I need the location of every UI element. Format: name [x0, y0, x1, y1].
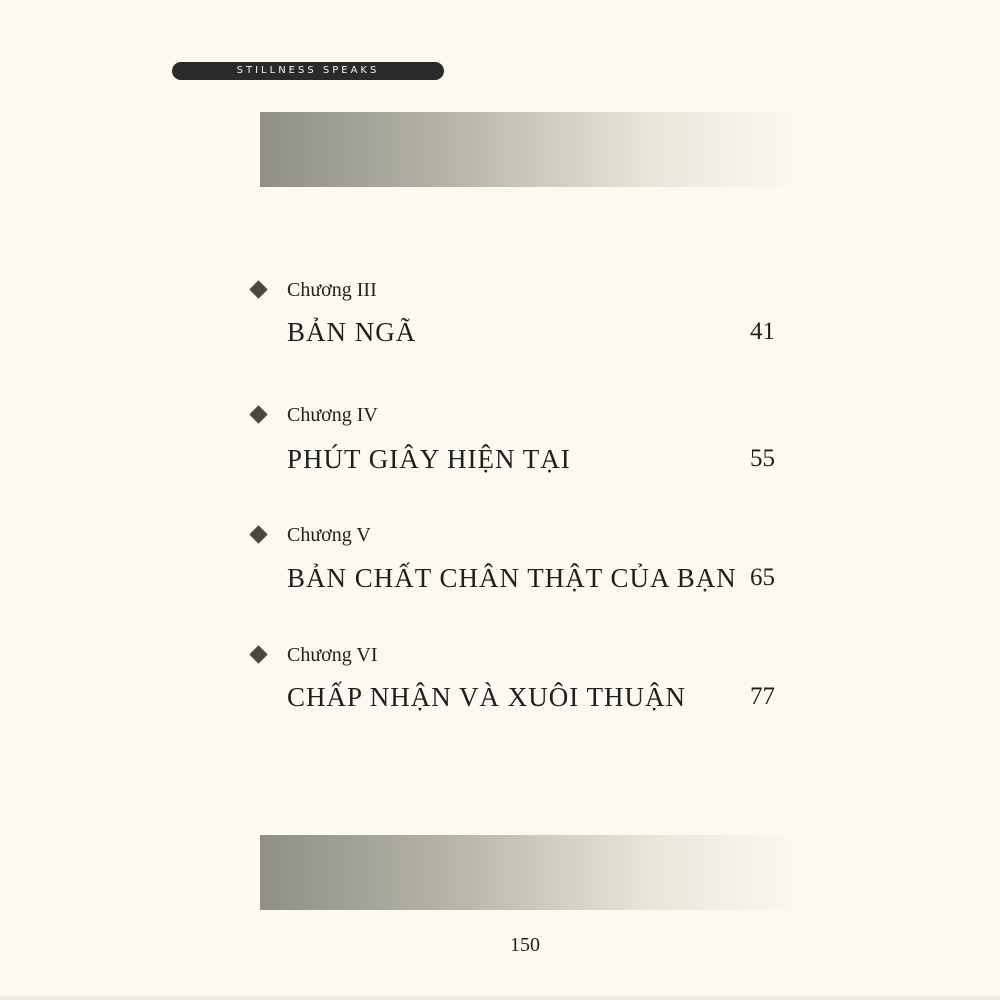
page-bottom-edge [0, 996, 1000, 1000]
diamond-bullet-icon [249, 405, 267, 423]
toc-entry-2-label: Chương IV [287, 404, 378, 426]
toc-entry-1-page: 41 [750, 318, 775, 345]
toc-entry-3-label: Chương V [287, 524, 371, 546]
bottom-decorative-band [260, 835, 802, 910]
toc-entry-3-page: 65 [750, 564, 775, 591]
toc-entry-1-label: Chương III [287, 279, 377, 301]
page-number: 150 [510, 934, 540, 956]
toc-entry-1-title: BẢN NGÃ [287, 317, 417, 347]
toc-entry-2-page: 55 [750, 445, 775, 472]
toc-entry-4-title: CHẤP NHẬN VÀ XUÔI THUẬN [287, 682, 687, 712]
diamond-bullet-icon [249, 525, 267, 543]
diamond-bullet-icon [249, 645, 267, 663]
toc-entry-4-label: Chương VI [287, 644, 378, 666]
toc-entry-3-title: BẢN CHẤT CHÂN THẬT CỦA BẠN [287, 563, 737, 593]
toc-entry-2-title: PHÚT GIÂY HIỆN TẠI [287, 444, 571, 474]
diamond-bullet-icon [249, 280, 267, 298]
running-header: STILLNESS SPEAKS [172, 62, 444, 80]
toc-entry-4-page: 77 [750, 683, 775, 710]
top-decorative-band [260, 112, 802, 187]
